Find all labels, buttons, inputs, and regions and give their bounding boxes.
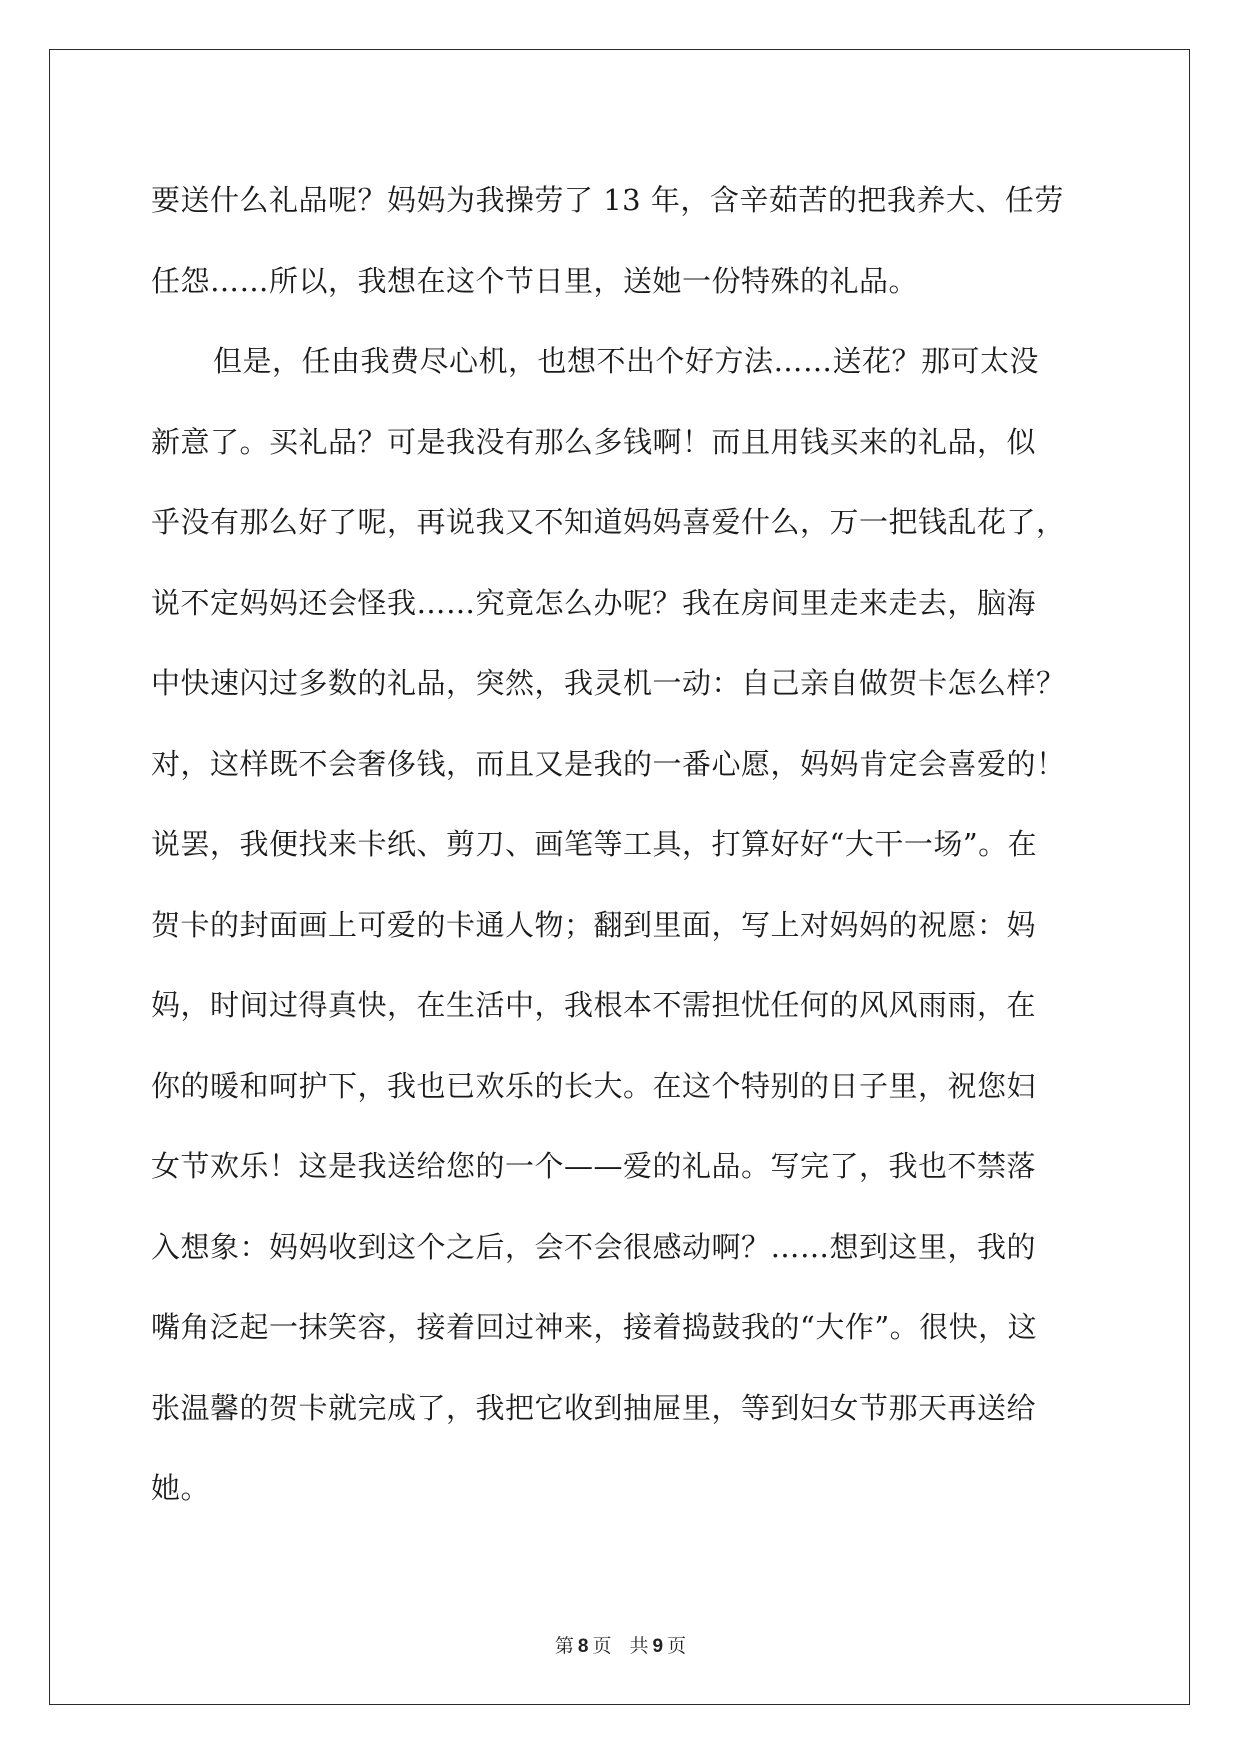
text-line: 说不定妈妈还会怪我……究竟怎么办呢？我在房间里走来走去，脑海 [151,585,1037,620]
text-line: 你的暖和呵护下，我也已欢乐的长大。在这个特别的日子里，祝您妇 [151,1068,1037,1103]
total-prefix: 共 [629,1635,649,1657]
text-line: 任怨……所以，我想在这个节日里，送她一份特殊的礼品。 [151,263,919,298]
text-line: 妈，时间过得真快，在生活中，我根本不需担忧任何的风风雨雨，在 [151,988,1037,1022]
page-suffix: 页 [592,1635,612,1657]
text-line: 入想象：妈妈收到这个之后，会不会很感动啊？……想到这里，我的 [151,1229,1037,1264]
page-number: 8 [577,1636,589,1657]
text-line: 女节欢乐！这是我送给您的一个——爱的礼品。写完了，我也不禁落 [151,1149,1037,1183]
page-prefix: 第 [554,1635,574,1657]
paragraph-start-line: 但是，任由我费尽心机，也想不出个好方法……送花？那可太没 [213,344,1040,378]
text-line: 说罢，我便找来卡纸、剪刀、画笔等工具，打算好好“大干一场”。在 [151,827,1038,861]
total-suffix: 页 [667,1635,687,1657]
text-line: 乎没有那么好了呢，再说我又不知道妈妈喜爱什么，万一把钱乱花了， [151,505,1066,539]
text-line: 对，这样既不会奢侈钱，而且又是我的一番心愿，妈妈肯定会喜爱的！ [151,746,1066,781]
text-line: 中快速闪过多数的礼品，突然，我灵机一动：自己亲自做贺卡怎么样？ [151,666,1066,700]
text-line: 贺卡的封面画上可爱的卡通人物；翻到里面，写上对妈妈的祝愿：妈 [151,907,1037,942]
text-line: 嘴角泛起一抹笑容，接着回过神来，接着捣鼓我的“大作”。很快，这 [151,1310,1038,1344]
page-total: 9 [652,1636,664,1657]
page-footer [0,1631,1241,1658]
body-text [151,160,1096,1529]
text-line: 新意了。买礼品？可是我没有那么多钱啊！而且用钱买来的礼品，似 [151,424,1037,459]
text-line: 她。 [151,1471,211,1505]
text-line: 张温馨的贺卡就完成了，我把它收到抽屉里，等到妇女节那天再送给 [151,1390,1037,1425]
text-line: 要送什么礼品呢？妈妈为我操劳了 13 年，含辛茹苦的把我养大、任劳 [151,183,1064,217]
